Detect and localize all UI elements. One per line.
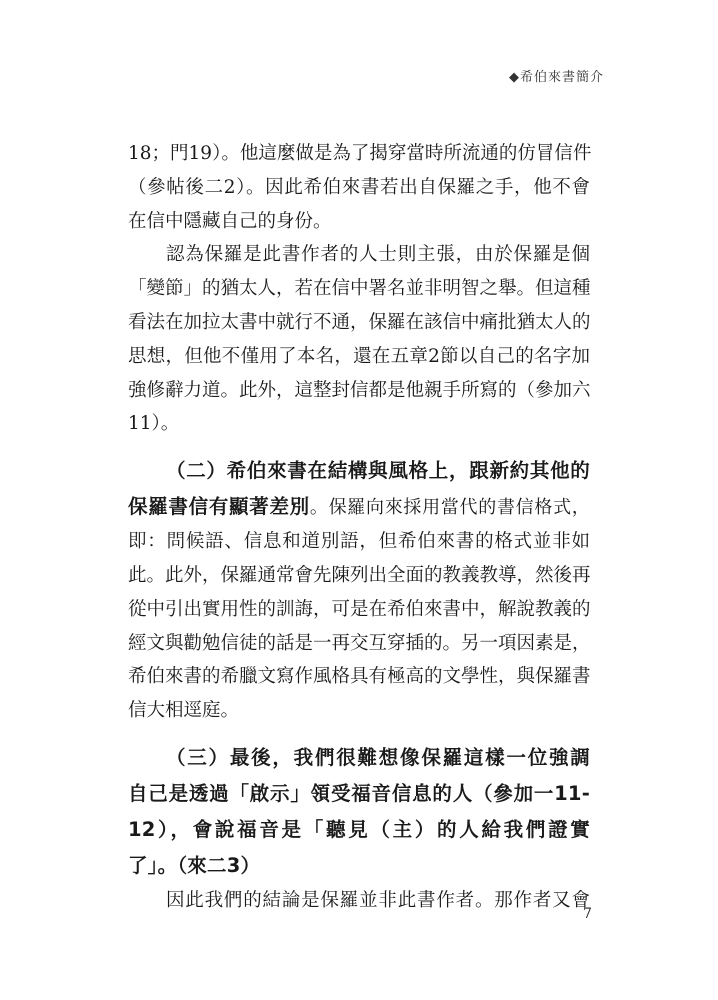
text-line: 11）。 [128, 413, 180, 435]
paragraph-2 [128, 238, 590, 441]
running-head: ◆希伯來書簡介 [509, 70, 604, 85]
section-heading-continued [128, 489, 590, 525]
paragraph-4 [128, 740, 590, 884]
text-line: 信大相逕庭。 [128, 700, 240, 722]
text-line: 認為保羅是此書作者的人士則主張，由於保羅是個 [166, 244, 590, 266]
section-heading-continued: 12），會說福音是「聽見（主）的人給我們證實 [128, 817, 590, 841]
paragraph-1 [128, 137, 590, 238]
text-line: 在信中隱藏自己的身份。 [128, 210, 332, 232]
section-heading-continued: 自己是透過「啟示」領受福音信息的人（參加一11- [128, 781, 590, 805]
page-number: 7 [583, 906, 592, 922]
section-heading: （三）最後，我們很難想像保羅這樣一位強調 [166, 745, 590, 769]
text-line: 18；門19）。他這麼做是為了揭穿當時所流通的仿冒信件 [128, 143, 592, 164]
heading-bold-text: 保羅書信有顯著差別 [128, 495, 310, 519]
text-line: 即：問候語、信息和道別語，但希伯來書的格式並非如 [128, 531, 590, 553]
text-line: 強修辭力道。此外，這整封信都是他親手所寫的（參加六 [128, 379, 591, 401]
text-line: （參帖後二2）。因此希伯來書若出自保羅之手，他不會 [128, 176, 590, 198]
text-line: 因此我們的結論是保羅並非此書作者。那作者又會 [166, 889, 590, 911]
text-line: 「變節」的猶太人，若在信中署名並非明智之舉。但這種 [128, 278, 591, 300]
text-line: 經文與勸勉信徒的話是一再交互穿插的。另一項因素是， [128, 632, 591, 654]
paragraph-5 [128, 884, 590, 918]
heading-body-text: 。保羅向來採用當代的書信格式， [309, 497, 590, 519]
text-line: 希伯來書的希臘文寫作風格具有極高的文學性，與保羅書 [128, 666, 591, 688]
text-line: 思想，但他不僅用了本名，還在五章2節以自己的名字加 [128, 345, 590, 367]
text-line: 此。此外，保羅通常會先陳列出全面的教義教導，然後再 [128, 564, 591, 586]
text-line: 從中引出實用性的訓誨，可是在希伯來書中，解說教義的 [128, 598, 591, 620]
page-body [128, 137, 590, 918]
text-line: 看法在加拉太書中就行不通，保羅在該信中痛批猶太人的 [128, 311, 591, 333]
section-heading-continued: 了」。（來二3） [128, 853, 261, 877]
paragraph-3 [128, 453, 590, 728]
section-heading: （二）希伯來書在結構與風格上，跟新約其他的 [166, 459, 590, 483]
